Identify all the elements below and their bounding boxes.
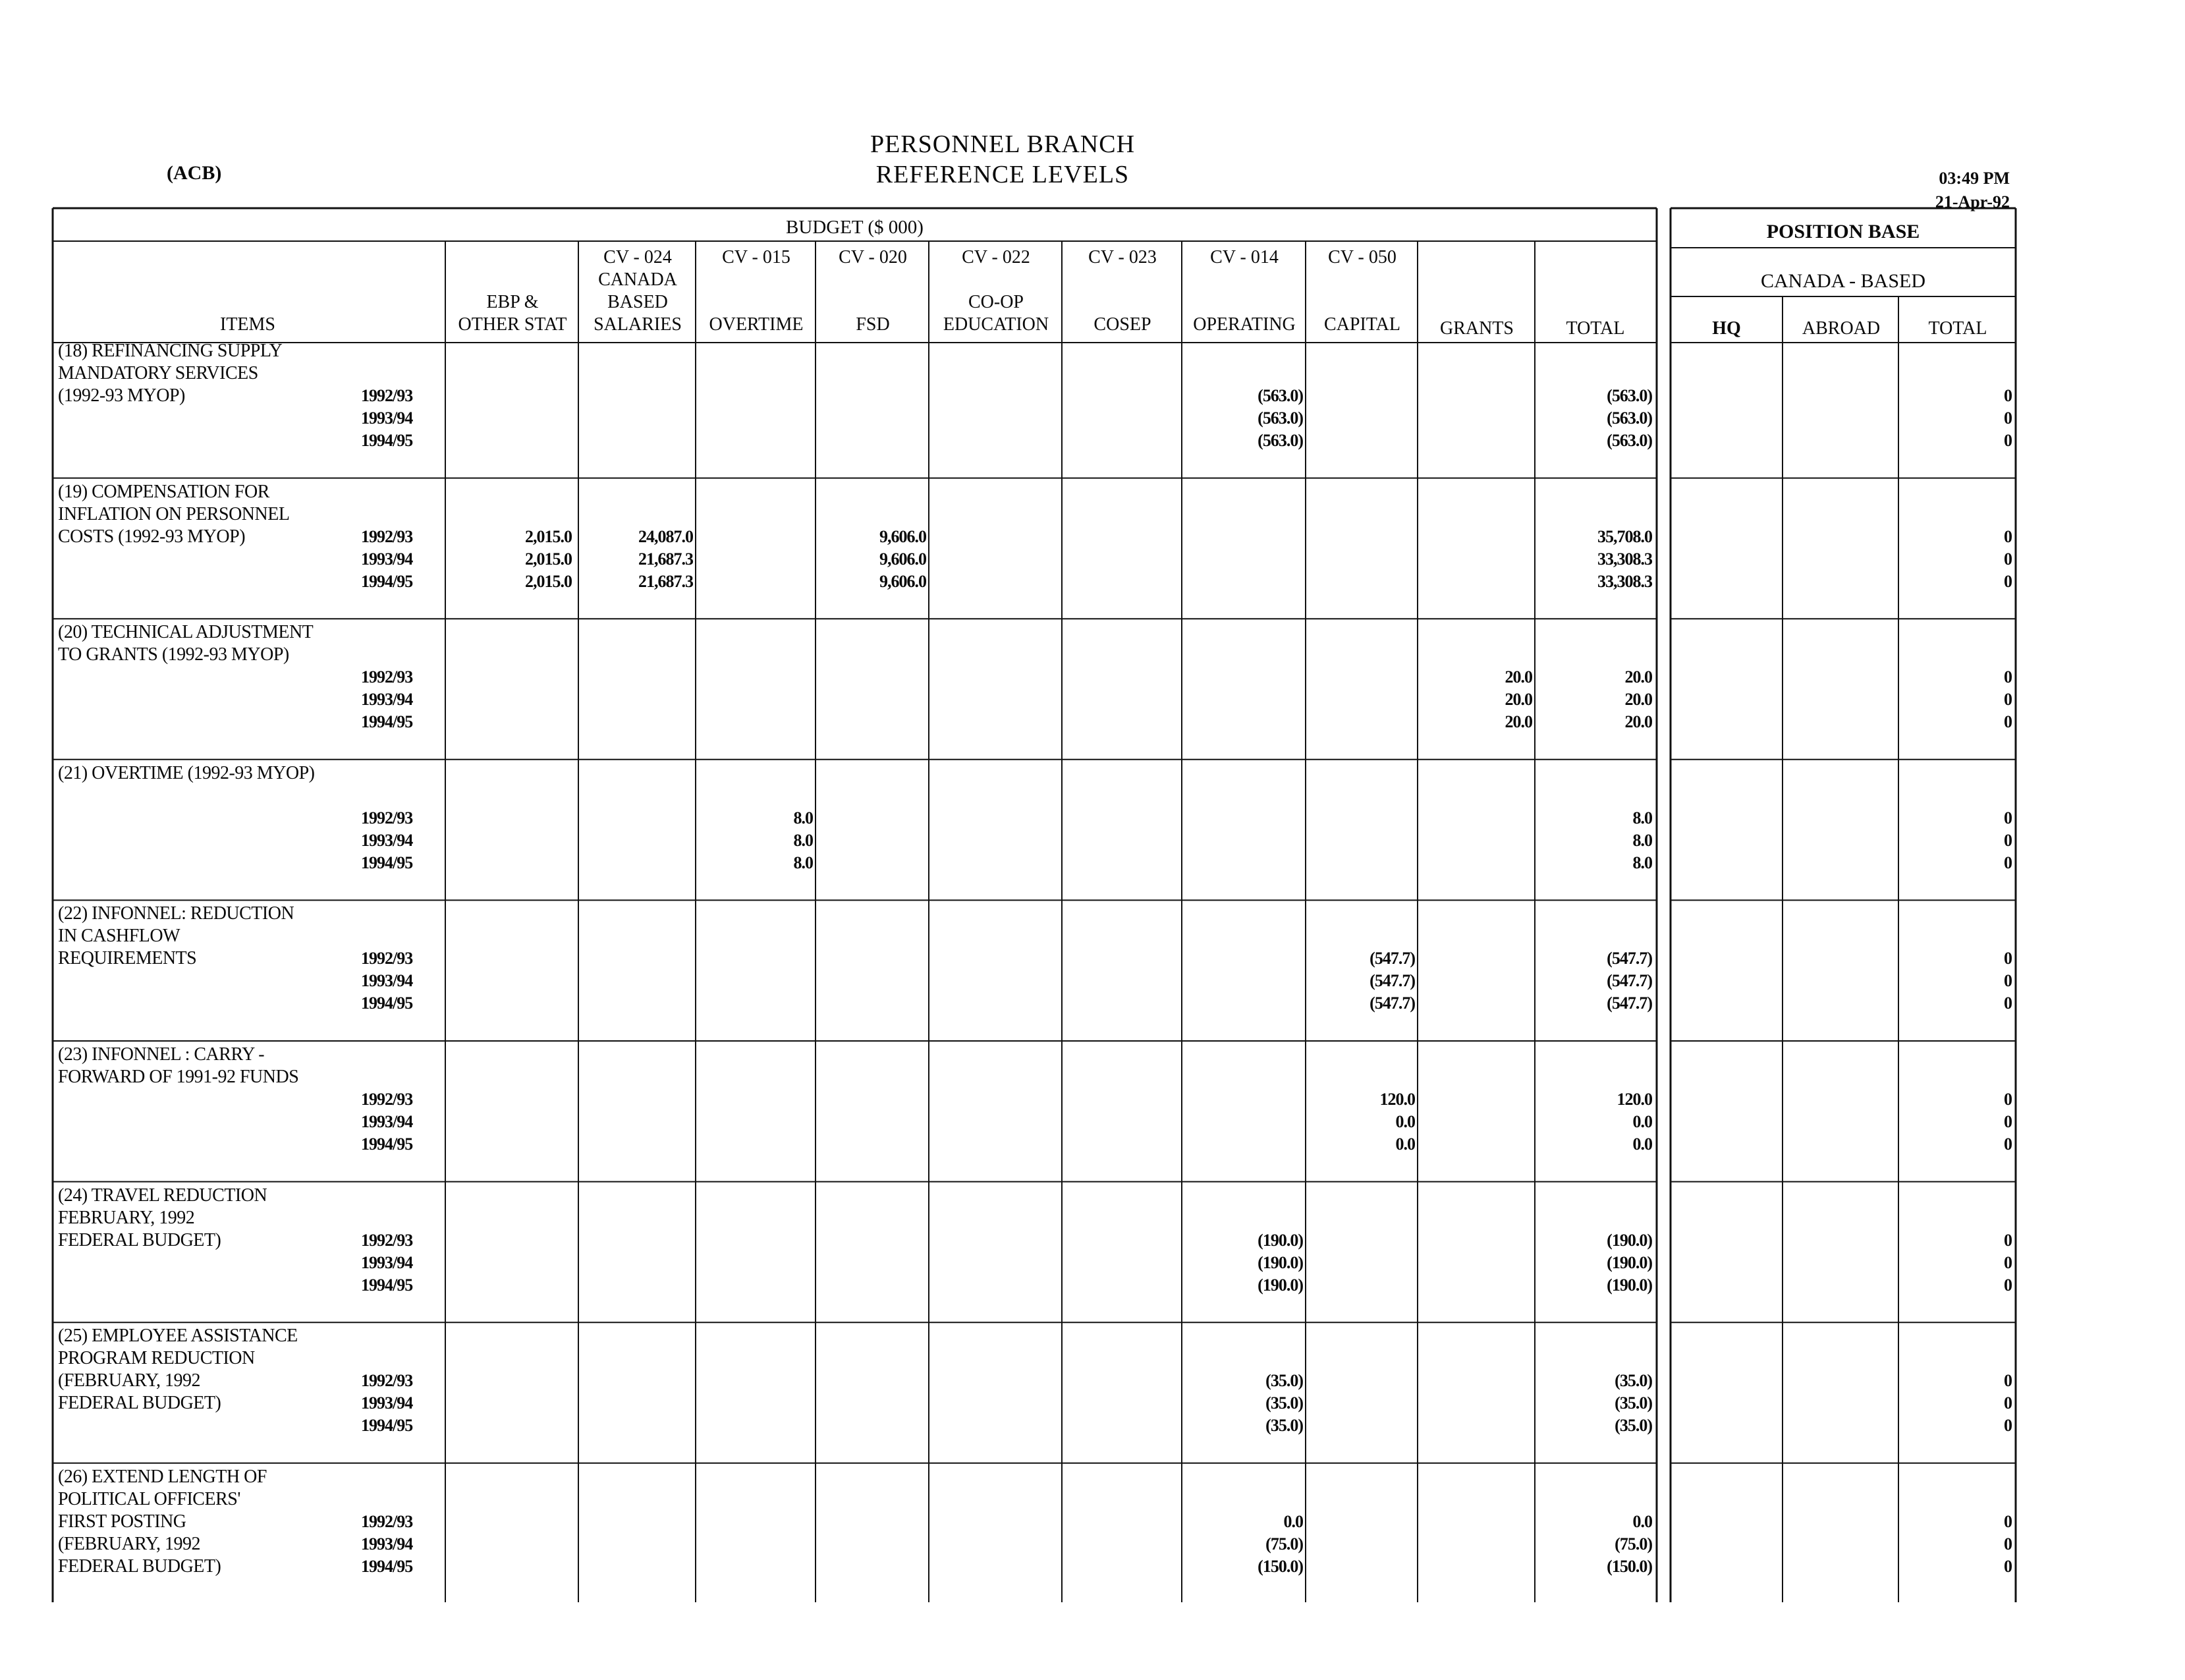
cell-pos-total: 0 bbox=[2004, 1252, 2012, 1272]
fiscal-year: 1993/94 bbox=[361, 549, 413, 569]
cell-overtime: 8.0 bbox=[793, 808, 813, 827]
cell-fsd: 9,606.0 bbox=[879, 571, 926, 591]
col-header-salaries-code: CV - 024 bbox=[603, 247, 672, 267]
cell-operating: (190.0) bbox=[1258, 1230, 1303, 1250]
row-label-line: (FEBRUARY, 1992 bbox=[58, 1370, 201, 1391]
canada-based-header: CANADA - BASED bbox=[1760, 270, 1926, 292]
cell-operating: 0.0 bbox=[1283, 1511, 1303, 1531]
cell-pos-total: 0 bbox=[2004, 1134, 2012, 1154]
cell-ebp: 2,015.0 bbox=[525, 526, 572, 546]
cell-total: 35,708.0 bbox=[1597, 526, 1652, 546]
cell-total: (35.0) bbox=[1615, 1416, 1652, 1436]
fiscal-year: 1993/94 bbox=[361, 830, 413, 850]
cell-ebp: 2,015.0 bbox=[525, 571, 572, 591]
row-label-line: (21) OVERTIME (1992-93 MYOP) bbox=[58, 762, 315, 783]
cell-pos-total: 0 bbox=[2004, 1090, 2012, 1109]
col-header-salaries-2: CANADA bbox=[598, 269, 677, 290]
cell-grants: 20.0 bbox=[1505, 690, 1532, 710]
cell-pos-total: 0 bbox=[2004, 571, 2012, 591]
fiscal-year: 1992/93 bbox=[361, 949, 413, 968]
cell-overtime: 8.0 bbox=[793, 830, 813, 850]
cell-operating: (190.0) bbox=[1258, 1252, 1303, 1272]
row-label-line: FEDERAL BUDGET) bbox=[58, 1229, 221, 1250]
cell-pos-total: 0 bbox=[2004, 994, 2012, 1013]
row-label-line: POLITICAL OFFICERS' bbox=[58, 1488, 240, 1509]
cell-total: 20.0 bbox=[1624, 667, 1652, 687]
fiscal-year: 1992/93 bbox=[361, 1230, 413, 1250]
col-header-overtime-code: CV - 015 bbox=[722, 247, 790, 267]
cell-operating: (190.0) bbox=[1258, 1275, 1303, 1295]
cell-ebp: 2,015.0 bbox=[525, 549, 572, 569]
row-label-line: (26) EXTEND LENGTH OF bbox=[58, 1466, 267, 1487]
col-header-cosep-code: CV - 023 bbox=[1088, 247, 1157, 267]
cell-total: (563.0) bbox=[1607, 408, 1652, 428]
col-header-operating: OPERATING bbox=[1193, 314, 1296, 335]
fiscal-year: 1992/93 bbox=[361, 1511, 413, 1531]
fiscal-year: 1993/94 bbox=[361, 1393, 413, 1413]
col-header-total: TOTAL bbox=[1566, 318, 1625, 339]
cell-pos-total: 0 bbox=[2004, 1416, 2012, 1436]
fiscal-year: 1994/95 bbox=[361, 853, 413, 872]
row-label-line: (19) COMPENSATION FOR bbox=[58, 481, 269, 502]
row-label-line: FIRST POSTING bbox=[58, 1511, 186, 1532]
cell-capital: (547.7) bbox=[1369, 971, 1415, 991]
cell-total: (547.7) bbox=[1607, 949, 1652, 968]
cell-pos-total: 0 bbox=[2004, 549, 2012, 569]
col-header-salaries-4: SALARIES bbox=[594, 314, 682, 335]
row-label-line: INFLATION ON PERSONNEL bbox=[58, 503, 290, 524]
fiscal-year: 1994/95 bbox=[361, 1275, 413, 1295]
cell-grants: 20.0 bbox=[1505, 667, 1532, 687]
col-header-abroad: ABROAD bbox=[1802, 318, 1881, 339]
budget-group-header: BUDGET ($ 000) bbox=[786, 217, 924, 238]
cell-overtime: 8.0 bbox=[793, 853, 813, 872]
cell-pos-total: 0 bbox=[2004, 1230, 2012, 1250]
fiscal-year: 1993/94 bbox=[361, 408, 413, 428]
cell-pos-total: 0 bbox=[2004, 431, 2012, 450]
row-label-line: (25) EMPLOYEE ASSISTANCE bbox=[58, 1326, 298, 1347]
col-header-fsd-code: CV - 020 bbox=[839, 247, 907, 267]
fiscal-year: 1992/93 bbox=[361, 808, 413, 827]
row-label-line: (22) INFONNEL: REDUCTION bbox=[58, 903, 294, 924]
cell-fsd: 9,606.0 bbox=[879, 549, 926, 569]
col-header-coop-2: CO-OP bbox=[968, 292, 1024, 312]
cell-pos-total: 0 bbox=[2004, 1112, 2012, 1131]
fiscal-year: 1993/94 bbox=[361, 1534, 413, 1554]
cell-total: 20.0 bbox=[1624, 712, 1652, 732]
cell-pos-total: 0 bbox=[2004, 712, 2012, 732]
report-title-line1: PERSONNEL BRANCH bbox=[870, 130, 1136, 158]
cell-capital: 0.0 bbox=[1395, 1112, 1415, 1131]
cell-total: 33,308.3 bbox=[1597, 571, 1652, 591]
fiscal-year: 1992/93 bbox=[361, 1371, 413, 1391]
cell-total: (190.0) bbox=[1607, 1275, 1652, 1295]
cell-pos-total: 0 bbox=[2004, 971, 2012, 991]
cell-operating: (35.0) bbox=[1265, 1416, 1303, 1436]
cell-salaries: 21,687.3 bbox=[638, 549, 693, 569]
cell-total: 8.0 bbox=[1632, 853, 1652, 872]
cell-operating: (563.0) bbox=[1258, 431, 1303, 450]
report-date: 21-Apr-92 bbox=[1935, 192, 2010, 211]
fiscal-year: 1993/94 bbox=[361, 690, 413, 710]
cell-total: (190.0) bbox=[1607, 1252, 1652, 1272]
cell-total: (563.0) bbox=[1607, 386, 1652, 405]
fiscal-year: 1994/95 bbox=[361, 1556, 413, 1576]
col-header-capital: CAPITAL bbox=[1324, 314, 1400, 335]
cell-total: (35.0) bbox=[1615, 1371, 1652, 1391]
fiscal-year: 1992/93 bbox=[361, 667, 413, 687]
col-header-salaries-3: BASED bbox=[607, 292, 668, 312]
cell-total: (150.0) bbox=[1607, 1556, 1652, 1576]
cell-pos-total: 0 bbox=[2004, 1371, 2012, 1391]
row-label-line: (FEBRUARY, 1992 bbox=[58, 1533, 201, 1554]
row-label-line: FEDERAL BUDGET) bbox=[58, 1393, 221, 1414]
position-base-header: POSITION BASE bbox=[1766, 221, 1920, 242]
col-header-ebp-2: OTHER STAT bbox=[458, 314, 567, 335]
cell-salaries: 24,087.0 bbox=[638, 526, 693, 546]
cell-operating: (563.0) bbox=[1258, 386, 1303, 405]
fiscal-year: 1992/93 bbox=[361, 386, 413, 405]
cell-pos-total: 0 bbox=[2004, 1534, 2012, 1554]
row-label-line: FORWARD OF 1991-92 FUNDS bbox=[58, 1067, 299, 1087]
cell-pos-total: 0 bbox=[2004, 1393, 2012, 1413]
col-header-operating-code: CV - 014 bbox=[1210, 247, 1279, 267]
col-header-cosep: COSEP bbox=[1093, 314, 1151, 335]
fiscal-year: 1993/94 bbox=[361, 1112, 413, 1131]
cell-operating: (35.0) bbox=[1265, 1393, 1303, 1413]
cell-pos-total: 0 bbox=[2004, 1556, 2012, 1576]
cell-fsd: 9,606.0 bbox=[879, 526, 926, 546]
fiscal-year: 1994/95 bbox=[361, 1134, 413, 1154]
col-header-ebp-1: EBP & bbox=[486, 292, 539, 312]
fiscal-year: 1994/95 bbox=[361, 431, 413, 450]
report-time: 03:49 PM bbox=[1939, 169, 2010, 188]
cell-pos-total: 0 bbox=[2004, 386, 2012, 405]
cell-total: 0.0 bbox=[1632, 1112, 1652, 1131]
cell-pos-total: 0 bbox=[2004, 853, 2012, 872]
col-header-coop-3: EDUCATION bbox=[943, 314, 1049, 335]
cell-pos-total: 0 bbox=[2004, 1275, 2012, 1295]
cell-pos-total: 0 bbox=[2004, 690, 2012, 710]
row-label-line: (24) TRAVEL REDUCTION bbox=[58, 1185, 267, 1206]
cell-total: 8.0 bbox=[1632, 808, 1652, 827]
cell-total: 0.0 bbox=[1632, 1134, 1652, 1154]
col-header-items: ITEMS bbox=[220, 314, 275, 335]
cell-pos-total: 0 bbox=[2004, 1511, 2012, 1531]
col-header-grants: GRANTS bbox=[1439, 318, 1514, 339]
col-header-overtime: OVERTIME bbox=[709, 314, 804, 335]
cell-pos-total: 0 bbox=[2004, 408, 2012, 428]
cell-total: 120.0 bbox=[1617, 1090, 1652, 1109]
cell-pos-total: 0 bbox=[2004, 949, 2012, 968]
row-label-line: IN CASHFLOW bbox=[58, 926, 180, 947]
report-code: (ACB) bbox=[167, 162, 222, 184]
cell-pos-total: 0 bbox=[2004, 667, 2012, 687]
col-header-hq: HQ bbox=[1712, 318, 1741, 339]
cell-total: (75.0) bbox=[1615, 1534, 1652, 1554]
fiscal-year: 1994/95 bbox=[361, 571, 413, 591]
cell-salaries: 21,687.3 bbox=[638, 571, 693, 591]
cell-capital: 120.0 bbox=[1379, 1090, 1415, 1109]
cell-total: 8.0 bbox=[1632, 830, 1652, 850]
col-header-capital-code: CV - 050 bbox=[1328, 247, 1397, 267]
cell-total: (563.0) bbox=[1607, 431, 1652, 450]
cell-grants: 20.0 bbox=[1505, 712, 1532, 732]
cell-pos-total: 0 bbox=[2004, 830, 2012, 850]
col-header-position-total: TOTAL bbox=[1928, 318, 1987, 339]
fiscal-year: 1994/95 bbox=[361, 712, 413, 732]
cell-operating: (563.0) bbox=[1258, 408, 1303, 428]
fiscal-year: 1994/95 bbox=[361, 1416, 413, 1436]
row-label-line: (23) INFONNEL : CARRY - bbox=[58, 1044, 265, 1065]
row-label-line: REQUIREMENTS bbox=[58, 948, 197, 969]
cell-pos-total: 0 bbox=[2004, 526, 2012, 546]
fiscal-year: 1994/95 bbox=[361, 994, 413, 1013]
col-header-fsd: FSD bbox=[856, 314, 890, 335]
col-header-coop-code: CV - 022 bbox=[962, 247, 1030, 267]
cell-operating: (35.0) bbox=[1265, 1371, 1303, 1391]
cell-capital: 0.0 bbox=[1395, 1134, 1415, 1154]
cell-total: (547.7) bbox=[1607, 971, 1652, 991]
row-label-line: (20) TECHNICAL ADJUSTMENT bbox=[58, 622, 314, 643]
cell-capital: (547.7) bbox=[1369, 994, 1415, 1013]
cell-total: 33,308.3 bbox=[1597, 549, 1652, 569]
cell-total: (190.0) bbox=[1607, 1230, 1652, 1250]
fiscal-year: 1993/94 bbox=[361, 1252, 413, 1272]
fiscal-year: 1993/94 bbox=[361, 971, 413, 991]
row-label-line: TO GRANTS (1992-93 MYOP) bbox=[58, 644, 289, 665]
row-label-line: COSTS (1992-93 MYOP) bbox=[58, 526, 246, 547]
row-label-line: MANDATORY SERVICES bbox=[58, 363, 258, 383]
row-label-line: FEDERAL BUDGET) bbox=[58, 1555, 221, 1577]
row-label-line: PROGRAM REDUCTION bbox=[58, 1348, 255, 1369]
cell-total: (35.0) bbox=[1615, 1393, 1652, 1413]
report-title-line2: REFERENCE LEVELS bbox=[875, 161, 1130, 188]
row-label-line: (18) REFINANCING SUPPLY bbox=[58, 341, 283, 361]
cell-total: (547.7) bbox=[1607, 994, 1652, 1013]
cell-total: 0.0 bbox=[1632, 1511, 1652, 1531]
row-label-line: FEBRUARY, 1992 bbox=[58, 1207, 195, 1228]
cell-total: 20.0 bbox=[1624, 690, 1652, 710]
fiscal-year: 1992/93 bbox=[361, 1090, 413, 1109]
cell-operating: (150.0) bbox=[1258, 1556, 1303, 1576]
cell-capital: (547.7) bbox=[1369, 949, 1415, 968]
row-label-line: (1992-93 MYOP) bbox=[58, 385, 185, 406]
cell-operating: (75.0) bbox=[1265, 1534, 1303, 1554]
cell-pos-total: 0 bbox=[2004, 808, 2012, 827]
fiscal-year: 1992/93 bbox=[361, 526, 413, 546]
